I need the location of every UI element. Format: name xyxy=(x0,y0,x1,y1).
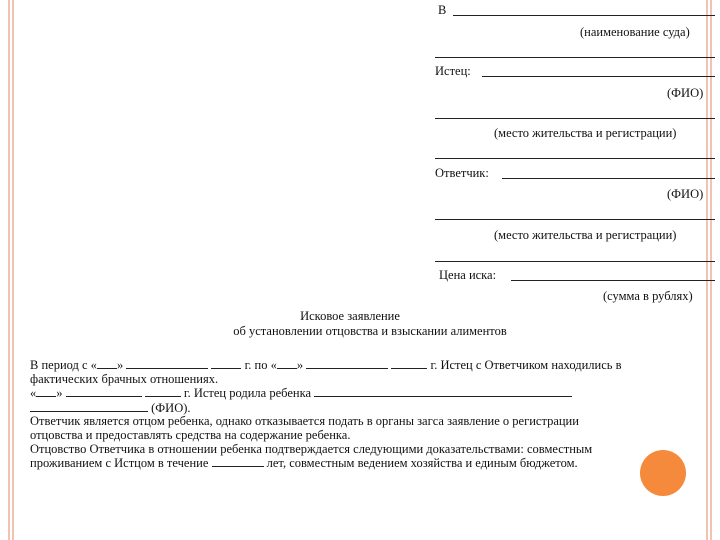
defendant-name-line[interactable] xyxy=(502,178,715,179)
body-text: г. по « xyxy=(244,358,277,372)
blank-day[interactable] xyxy=(36,386,56,397)
body-text: » xyxy=(116,358,124,372)
body-line-8 xyxy=(30,456,700,471)
body-line-3 xyxy=(30,386,700,401)
body-line-7: Отцовство Ответчика в отношении ребенка подтверждается следующими доказательствами: совместным xyxy=(30,441,593,456)
blank-day[interactable] xyxy=(97,358,117,369)
decorative-orange-circle xyxy=(640,450,686,496)
blank-year[interactable] xyxy=(211,358,241,369)
defendant-address-caption: (место жительства и регистрации) xyxy=(494,228,677,242)
blank-years[interactable] xyxy=(212,456,264,467)
body-text: лет, совместным ведением хозяйства и единым бюджетом. xyxy=(266,456,578,471)
plaintiff-name-line[interactable] xyxy=(482,76,715,77)
blank-month[interactable] xyxy=(126,358,208,369)
claim-price-label: Цена иска: xyxy=(439,268,497,282)
court-line[interactable] xyxy=(453,15,715,16)
document-subtitle: об установлении отцовства и взыскании алиментов xyxy=(233,324,507,338)
body-line-5: Ответчик является отцом ребенка, однако отказывается подать в органы загса заявление о регистрации xyxy=(30,414,579,429)
court-line-2[interactable] xyxy=(435,57,715,58)
document-body xyxy=(30,358,700,471)
body-text: В период с « xyxy=(30,358,97,372)
body-text: (ФИО). xyxy=(151,400,191,415)
body-text: » xyxy=(56,386,63,401)
blank-child-name-cont[interactable] xyxy=(30,401,148,412)
blank-year[interactable] xyxy=(391,358,427,369)
court-caption: (наименование суда) xyxy=(580,25,690,39)
blank-month[interactable] xyxy=(66,386,142,397)
defendant-address-line[interactable] xyxy=(435,219,715,220)
body-text: г. Истец с Ответчиком находились в xyxy=(430,358,622,372)
defendant-label: Ответчик: xyxy=(435,166,489,180)
blank-month[interactable] xyxy=(306,358,388,369)
body-line-1 xyxy=(30,358,700,373)
body-text: г. Истец родила ребенка xyxy=(183,386,312,401)
claim-price-caption: (сумма в рублях) xyxy=(603,289,693,303)
plaintiff-address-caption: (место жительства и регистрации) xyxy=(494,126,677,140)
body-text: проживанием с Истцом в течение xyxy=(30,456,209,471)
blank-day[interactable] xyxy=(277,358,297,369)
defendant-address-line-2[interactable] xyxy=(435,261,715,262)
defendant-caption: (ФИО) xyxy=(667,187,704,201)
body-line-2: фактических брачных отношениях. xyxy=(30,371,219,386)
plaintiff-address-line-2[interactable] xyxy=(435,158,715,159)
document-title: Исковое заявление xyxy=(300,309,400,323)
plaintiff-label: Истец: xyxy=(435,64,471,78)
blank-year[interactable] xyxy=(145,386,181,397)
body-line-6: отцовства и предоставлять средства на содержание ребенка. xyxy=(30,427,351,442)
body-line-4 xyxy=(30,401,700,416)
body-text: » xyxy=(296,358,304,372)
body-text: « xyxy=(30,386,37,401)
claim-price-line[interactable] xyxy=(511,280,715,281)
court-prefix: В xyxy=(438,3,447,17)
plaintiff-caption: (ФИО) xyxy=(667,86,704,100)
blank-child-name[interactable] xyxy=(314,386,572,397)
plaintiff-address-line[interactable] xyxy=(435,118,715,119)
